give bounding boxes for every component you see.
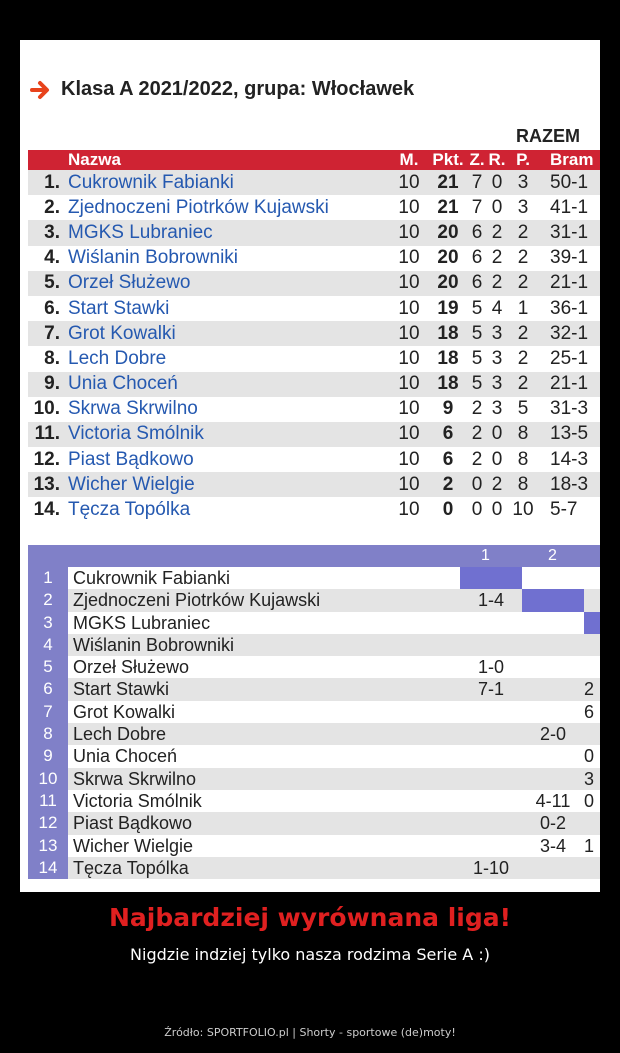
matrix-team-name: Piast Bądkowo: [73, 813, 193, 834]
matrix-row: [28, 790, 600, 812]
result-cell: [584, 656, 600, 678]
matches-cell: 10: [398, 423, 420, 445]
table-row: [28, 170, 600, 195]
source-credit: Źródło: SPORTFOLIO.pl | Shorty - sportowe (de)moty!: [164, 1026, 456, 1039]
result-cell: [460, 790, 522, 812]
matches-cell: 10: [398, 272, 420, 294]
losses-cell: 2: [517, 272, 529, 294]
result-cell: [584, 723, 600, 745]
draws-cell: 4: [491, 297, 503, 319]
points-cell: 6: [442, 423, 454, 445]
result-cell: [522, 678, 584, 700]
matrix-row: [28, 812, 600, 834]
goals-cell: 14-3: [550, 448, 589, 470]
page-title: Klasa A 2021/2022, grupa: Włocławek: [61, 78, 415, 100]
table-row: [28, 372, 600, 397]
matrix-team-name: Skrwa Skrwilno: [73, 768, 197, 789]
points-cell: 18: [437, 322, 459, 344]
goals-cell: 41-1: [550, 196, 589, 218]
points-cell: 18: [437, 373, 459, 395]
losses-cell: 1: [517, 297, 529, 319]
draws-cell: 3: [491, 398, 503, 420]
losses-cell: 2: [517, 247, 529, 269]
col-points: Pkt.: [432, 150, 464, 169]
matrix-team-name: Zjednoczeni Piotrków Kujawski: [73, 590, 321, 611]
result-cell: [460, 812, 522, 834]
losses-cell: 2: [517, 347, 529, 369]
wins-cell: 2: [471, 448, 483, 470]
matrix-team-name: Tęcza Topólka: [73, 857, 189, 878]
wins-cell: 0: [471, 499, 483, 521]
points-cell: 6: [442, 448, 454, 470]
team-name: Tęcza Topólka: [68, 499, 191, 521]
table-row: [28, 497, 600, 522]
matrix-row-number: 12: [28, 812, 68, 834]
result-cell: [460, 701, 522, 723]
result-cell: 4-11: [535, 790, 571, 811]
result-cell: [522, 589, 584, 611]
rank-cell: 10.: [33, 398, 60, 420]
result-cell: [460, 768, 522, 790]
col-losses: P.: [516, 150, 530, 169]
rank-cell: 13.: [33, 473, 60, 495]
wins-cell: 6: [471, 272, 483, 294]
matrix-row: [28, 857, 600, 879]
result-cell: [584, 634, 600, 656]
table-row: [28, 321, 600, 346]
wins-cell: 5: [471, 373, 483, 395]
result-cell: [460, 723, 522, 745]
result-cell: 0-2: [539, 813, 566, 834]
wins-cell: 7: [471, 171, 483, 193]
goals-cell: 50-1: [550, 171, 589, 193]
matrix-team-name: MGKS Lubraniec: [73, 612, 211, 633]
goals-cell: 21-1: [550, 373, 589, 395]
matches-cell: 10: [398, 297, 420, 319]
goals-cell: 25-1: [550, 347, 589, 369]
losses-cell: 3: [517, 171, 529, 193]
points-cell: 20: [437, 272, 459, 294]
points-cell: 20: [437, 221, 459, 243]
matches-cell: 10: [398, 247, 420, 269]
matrix-team-name: Wicher Wielgie: [73, 835, 194, 856]
matrix-team-name: Grot Kowalki: [73, 701, 176, 722]
result-cell: [522, 857, 584, 879]
matrix-team-name: Cukrownik Fabianki: [73, 568, 231, 588]
razem-label: RAZEM: [516, 126, 580, 146]
losses-cell: 2: [517, 373, 529, 395]
team-name: Lech Dobre: [68, 347, 167, 369]
team-name: Zjednoczeni Piotrków Kujawski: [68, 196, 329, 218]
matches-cell: 10: [398, 448, 420, 470]
matrix-team-name: Wiślanin Bobrowniki: [73, 634, 235, 655]
result-cell: 3-4: [539, 835, 566, 856]
matches-cell: 10: [398, 347, 420, 369]
points-cell: 21: [437, 196, 459, 218]
goals-cell: 32-1: [550, 322, 589, 344]
table-row: [28, 296, 600, 321]
result-cell: [522, 612, 584, 634]
goals-cell: 5-7: [550, 499, 578, 521]
losses-cell: 2: [517, 322, 529, 344]
matrix-row: [28, 745, 600, 767]
caption-subtitle: Nigdzie indziej tylko nasza rodzima Serie A :): [130, 945, 490, 964]
result-cell: 1-0: [477, 657, 504, 678]
team-name: Grot Kowalki: [68, 322, 176, 344]
goals-cell: 36-1: [550, 297, 589, 319]
points-cell: 20: [437, 247, 459, 269]
matrix-row: [28, 835, 600, 857]
matrix-row-number: 8: [28, 723, 68, 745]
losses-cell: 8: [517, 473, 529, 495]
result-cell: [460, 835, 522, 857]
result-cell: 1: [584, 835, 595, 856]
team-name: Wicher Wielgie: [68, 473, 195, 495]
rank-cell: 1.: [44, 171, 60, 193]
rank-cell: 3.: [44, 221, 60, 243]
result-cell: 0: [584, 790, 595, 811]
matrix-row: [28, 723, 600, 745]
goals-cell: 39-1: [550, 247, 589, 269]
goals-cell: 31-1: [550, 221, 589, 243]
draws-cell: 0: [491, 448, 503, 470]
result-cell: 2: [584, 679, 595, 700]
points-cell: 19: [437, 297, 459, 319]
result-cell: 0: [584, 746, 595, 767]
draws-cell: 3: [491, 373, 503, 395]
result-cell: [522, 634, 584, 656]
result-cell: 6: [584, 701, 595, 722]
draws-cell: 0: [491, 171, 503, 193]
matrix-col-1: 1: [481, 547, 490, 564]
matches-cell: 10: [398, 322, 420, 344]
losses-cell: 2: [517, 221, 529, 243]
losses-cell: 5: [517, 398, 529, 420]
result-cell: [522, 701, 584, 723]
team-name: Wiślanin Bobrowniki: [68, 247, 239, 269]
image-panel: [20, 40, 600, 892]
matrix-team-name: Start Stawki: [73, 679, 170, 700]
matrix-row-number: 1: [28, 567, 68, 589]
matrix-team-name: Victoria Smólnik: [73, 790, 202, 811]
losses-cell: 8: [517, 448, 529, 470]
matrix-row-number: 2: [28, 589, 68, 611]
rank-cell: 2.: [44, 196, 60, 218]
matrix-row: [28, 634, 600, 656]
matrix-row-number: 13: [28, 835, 68, 857]
rank-cell: 6.: [44, 297, 60, 319]
rank-cell: 12.: [33, 448, 60, 470]
matrix-row: [28, 768, 600, 790]
table-row: [28, 346, 600, 371]
wins-cell: 6: [471, 247, 483, 269]
matrix-header-row: [28, 545, 600, 567]
wins-cell: 6: [471, 221, 483, 243]
team-name: Skrwa Skrwilno: [68, 398, 198, 420]
draws-cell: 0: [491, 196, 503, 218]
result-cell: [522, 656, 584, 678]
matrix-row-number: 11: [28, 790, 68, 812]
col-goals: Bram: [550, 150, 594, 169]
matrix-team-name: Orzeł Służewo: [73, 657, 190, 678]
result-cell: [584, 857, 600, 879]
team-name: Start Stawki: [68, 297, 170, 319]
wins-cell: 5: [471, 347, 483, 369]
matrix-row: [28, 678, 600, 700]
wins-cell: 0: [471, 473, 483, 495]
wins-cell: 2: [471, 423, 483, 445]
draws-cell: 0: [491, 423, 503, 445]
table-row: [28, 447, 600, 472]
matrix-team-name: Lech Dobre: [73, 724, 167, 745]
result-cell: [460, 612, 522, 634]
matrix-row-number: 4: [28, 634, 68, 656]
draws-cell: 2: [491, 221, 503, 243]
result-cell: [460, 567, 522, 589]
table-row: [28, 271, 600, 296]
table-row: [28, 422, 600, 447]
goals-cell: 13-5: [550, 423, 589, 445]
table-row: [28, 397, 600, 422]
goals-cell: 31-3: [550, 398, 589, 420]
table-row: [28, 220, 600, 245]
matrix-row-number: 5: [28, 656, 68, 678]
team-name: MGKS Lubraniec: [68, 221, 213, 243]
matches-cell: 10: [398, 196, 420, 218]
col-matches: M.: [399, 150, 419, 169]
wins-cell: 2: [471, 398, 483, 420]
result-cell: [460, 745, 522, 767]
goals-cell: 21-1: [550, 272, 589, 294]
results-matrix: [28, 545, 600, 879]
points-cell: 2: [442, 473, 454, 495]
team-name: Piast Bądkowo: [68, 448, 194, 470]
matches-cell: 10: [398, 171, 420, 193]
result-cell: 1-4: [477, 590, 504, 611]
result-cell: 3: [584, 768, 595, 789]
arrow-right-icon: [30, 80, 52, 100]
matrix-row-number: 14: [28, 857, 68, 879]
losses-cell: 8: [517, 423, 529, 445]
points-cell: 0: [442, 499, 454, 521]
col-draws: R.: [488, 150, 506, 169]
matches-cell: 10: [398, 373, 420, 395]
team-name: Cukrownik Fabianki: [68, 171, 234, 193]
result-cell: [522, 567, 584, 589]
matches-cell: 10: [398, 398, 420, 420]
matrix-row-number: 10: [28, 768, 68, 790]
result-cell: 7-1: [477, 679, 504, 700]
matrix-col-2: 2: [548, 547, 557, 564]
draws-cell: 3: [491, 322, 503, 344]
result-cell: [584, 567, 600, 589]
result-cell: [584, 612, 600, 634]
matrix-row-number: 9: [28, 745, 68, 767]
standings-header-row: [28, 150, 600, 170]
col-wins: Z.: [469, 150, 485, 169]
wins-cell: 5: [471, 297, 483, 319]
matrix-row-number: 7: [28, 701, 68, 723]
result-cell: [522, 745, 584, 767]
standings-table: [28, 150, 600, 523]
matrix-row-number: 3: [28, 612, 68, 634]
points-cell: 9: [442, 398, 454, 420]
losses-cell: 10: [512, 499, 534, 521]
matrix-row: [28, 656, 600, 678]
team-name: Orzeł Służewo: [68, 272, 191, 294]
result-cell: [522, 768, 584, 790]
rank-cell: 8.: [44, 347, 60, 369]
table-header: [30, 78, 414, 101]
draws-cell: 2: [491, 272, 503, 294]
rank-cell: 9.: [44, 373, 60, 395]
result-cell: [584, 589, 600, 611]
matches-cell: 10: [398, 473, 420, 495]
table-row: [28, 472, 600, 497]
matrix-row: [28, 612, 600, 634]
matrix-row-number: 6: [28, 678, 68, 700]
result-cell: 1-10: [472, 857, 510, 878]
rank-cell: 4.: [44, 247, 60, 269]
losses-cell: 3: [517, 196, 529, 218]
goals-cell: 18-3: [550, 473, 589, 495]
points-cell: 21: [437, 171, 459, 193]
col-name: Nazwa: [68, 150, 121, 169]
points-cell: 18: [437, 347, 459, 369]
matches-cell: 10: [398, 499, 420, 521]
caption-title: Najbardziej wyrównana liga!: [108, 903, 512, 932]
draws-cell: 0: [491, 499, 503, 521]
matches-cell: 10: [398, 221, 420, 243]
result-cell: [460, 634, 522, 656]
rank-cell: 14.: [33, 499, 60, 521]
rank-cell: 11.: [34, 423, 60, 445]
table-row: [28, 195, 600, 220]
draws-cell: 2: [491, 247, 503, 269]
result-cell: 2-0: [539, 724, 566, 745]
rank-cell: 5.: [44, 272, 60, 294]
result-cell: [584, 812, 600, 834]
matrix-row: [28, 701, 600, 723]
wins-cell: 7: [471, 196, 483, 218]
rank-cell: 7.: [44, 322, 60, 344]
matrix-team-name: Unia Choceń: [73, 746, 178, 767]
team-name: Unia Choceń: [68, 373, 178, 395]
team-name: Victoria Smólnik: [68, 423, 204, 445]
draws-cell: 3: [491, 347, 503, 369]
wins-cell: 5: [471, 322, 483, 344]
table-row: [28, 246, 600, 271]
matrix-row: [28, 567, 600, 589]
draws-cell: 2: [491, 473, 503, 495]
matrix-row: [28, 589, 600, 611]
